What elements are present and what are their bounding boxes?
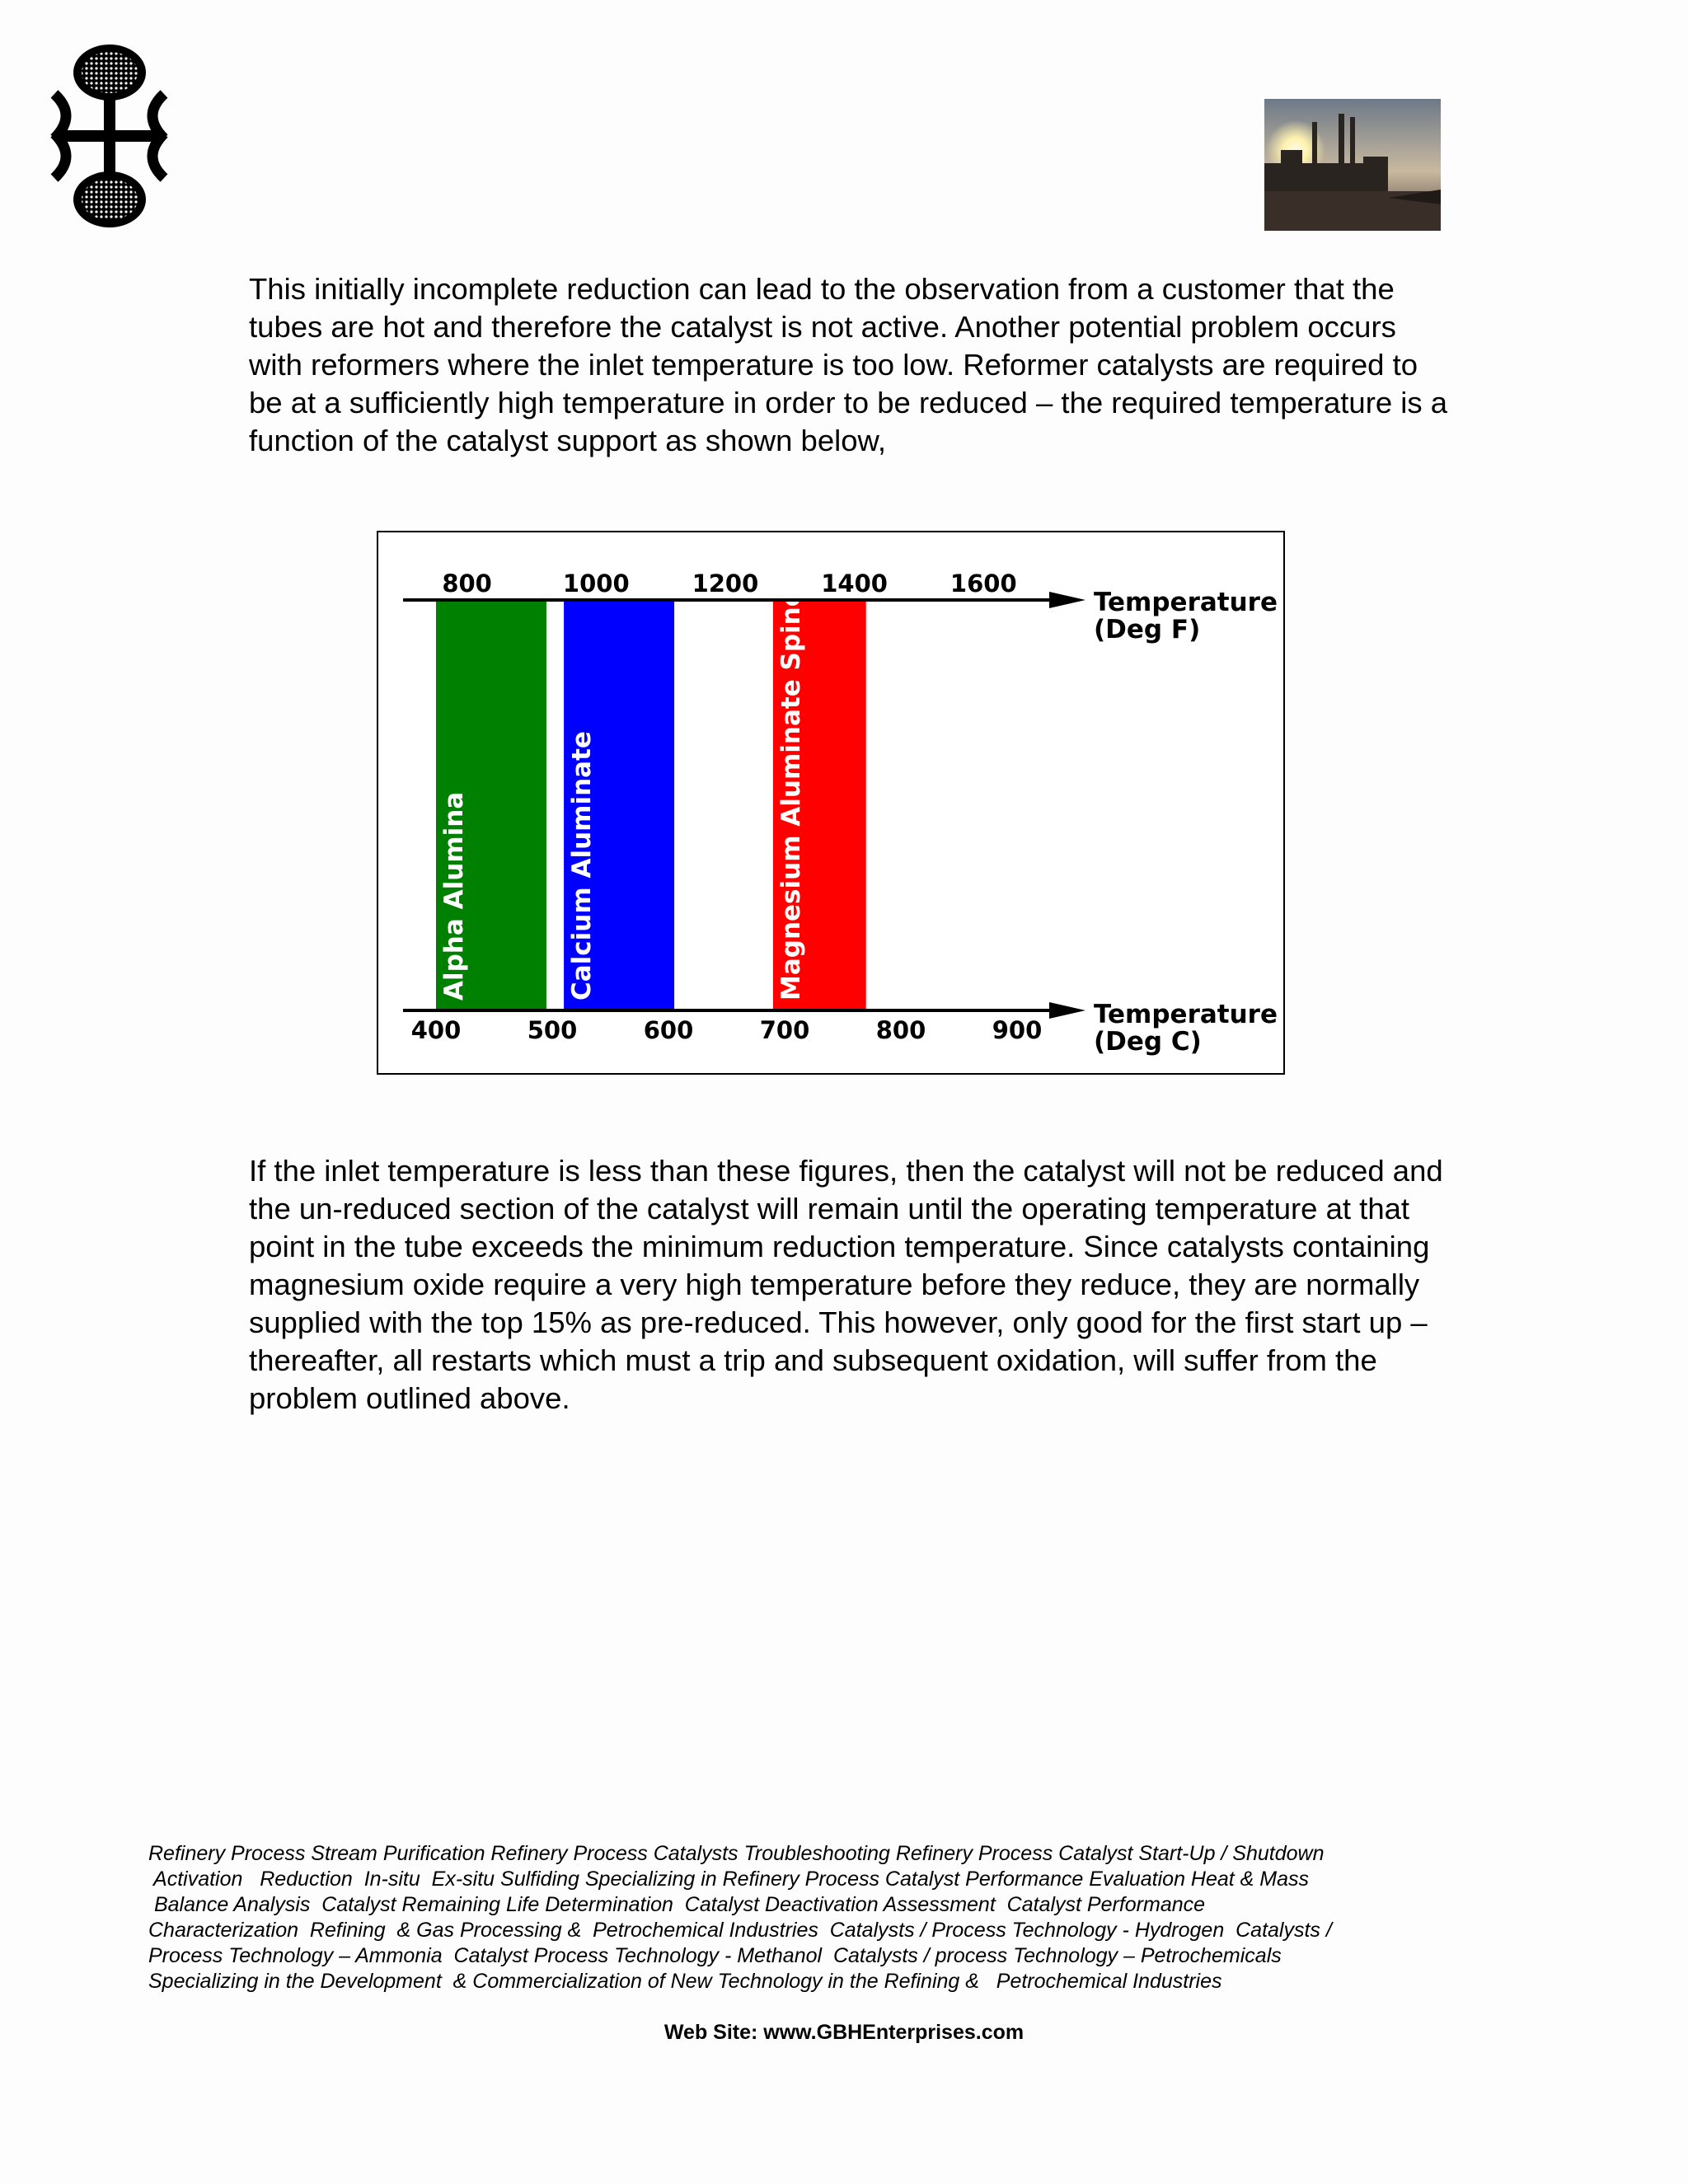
website-link[interactable]: Web Site: www.GBHEnterprises.com [663, 2021, 1025, 2044]
top-tick-label: 1200 [692, 569, 759, 598]
bottom-tick-label: 400 [410, 1016, 462, 1044]
footer-line: Refinery Process Stream Purification Refinery Process Catalysts Troubleshooting Refinery Process Catalyst Start-Up / Shutdown [148, 1842, 1325, 1865]
bottom-tick-label: 700 [759, 1016, 810, 1044]
body-paragraph-1: This initially incomplete reduction can lead to the observation from a customer that the tubes are hot and therefore the catalyst is not active. Another potential problem occurs with reformers where the inlet temperature is too low. Reformer catalysts are required to be at a sufficiently high temperature in order to be reduced – the required temperature is a function of the catalyst support as shown below, [249, 272, 1448, 457]
bottom-tick-label: 900 [992, 1016, 1043, 1044]
footer-line: Process Technology – Ammonia Catalyst Process Technology - Methanol Catalysts / process Technology – Petrochemicals [148, 1944, 1282, 1967]
top-axis-label-unit: (Deg F) [1094, 615, 1201, 644]
bar-label: Calcium Aluminate [567, 731, 598, 1001]
bar-label: Magnesium Aluminate Spinel [776, 580, 806, 1001]
footer-line: Specializing in the Development & Commercialization of New Technology in the Refining & Petrochemical Industries [148, 1970, 1222, 1993]
top-axis-arrow [1049, 592, 1085, 608]
top-tick-label: 1400 [821, 569, 888, 598]
bottom-tick-label: 500 [527, 1016, 578, 1044]
bar-label: Alpha Alumina [439, 791, 469, 1001]
bottom-tick-label: 800 [875, 1016, 926, 1044]
footer-line: Activation Reduction In-situ Ex-situ Sulfiding Specializing in Refinery Process Catalyst Performance Evaluation Heat & Mass [148, 1868, 1310, 1891]
chart-canvas [378, 532, 1283, 1073]
footer-line: Balance Analysis Catalyst Remaining Life Determination Catalyst Deactivation Assessment Catalyst Performance [148, 1893, 1206, 1916]
body-paragraph-2: If the inlet temperature is less than these figures, then the catalyst will not be reduced and the un-reduced section of the catalyst will remain until the operating temperature at that point in the tube exceeds the minimum reduction temperature. Since catalysts containing magnesium oxide require a very high temperature before they reduce, they are normally supplied with the top 15% as pre-reduced. This however, only good for the first start up – thereafter, all restarts which must a trip and subsequent oxidation, will suffer from the problem outlined above. [249, 1154, 1443, 1415]
top-tick-label: 1000 [562, 569, 630, 598]
company-logo-icon [49, 41, 169, 231]
footer-services-text [148, 1841, 1434, 1994]
top-tick-label: 1600 [950, 569, 1017, 598]
top-tick-label: 800 [442, 569, 492, 598]
footer-line: Characterization Refining & Gas Processing & Petrochemical Industries Catalysts / Process Technology - Hydrogen Catalysts / [148, 1919, 1332, 1942]
refinery-sunset-photo [1264, 99, 1441, 231]
catalyst-reduction-temperature-chart [377, 531, 1285, 1075]
bottom-axis-label-unit: (Deg C) [1094, 1027, 1202, 1057]
top-axis-label: Temperature [1094, 588, 1278, 617]
bottom-axis-arrow [1049, 1002, 1085, 1019]
bottom-axis-label: Temperature [1094, 1000, 1278, 1029]
bottom-tick-label: 600 [643, 1016, 694, 1044]
